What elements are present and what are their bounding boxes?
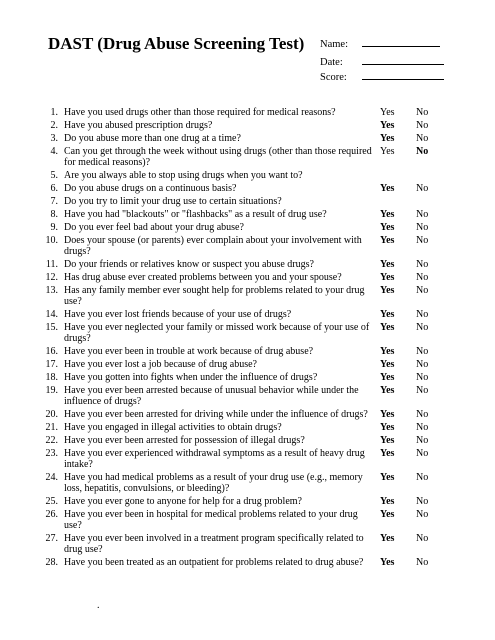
question-text: Have you ever experienced withdrawal symptoms as a result of heavy drug intake? [64, 448, 365, 470]
question-item [40, 435, 460, 446]
question-number: 17. [45, 359, 58, 370]
question-number: 28. [45, 557, 58, 568]
question-item [40, 372, 460, 383]
date-field-line[interactable] [362, 64, 444, 65]
question-item [40, 120, 460, 131]
answer-yes[interactable]: Yes [380, 346, 395, 357]
question-text: Have you ever been arrested for possession of illegal drugs? [64, 435, 305, 446]
question-number: 9. [50, 222, 58, 233]
answer-no[interactable]: No [416, 209, 429, 220]
score-field-line[interactable] [362, 79, 444, 80]
answer-yes[interactable]: Yes [380, 272, 395, 283]
answer-yes[interactable]: Yes [380, 183, 395, 194]
answer-yes[interactable]: Yes [380, 285, 395, 296]
answer-no[interactable]: No [416, 422, 429, 433]
answer-yes[interactable]: Yes [380, 533, 395, 544]
answer-no[interactable]: No [416, 272, 429, 283]
question-item [40, 385, 460, 407]
answer-no[interactable]: No [416, 120, 429, 131]
question-text: Have you had medical problems as a result of your drug use (e.g., memory loss, hepatitis, convulsions, or bleeding)? [64, 472, 363, 494]
question-number: 18. [45, 372, 58, 383]
question-number: 2. [50, 120, 58, 131]
question-item [40, 533, 460, 555]
question-number: 26. [45, 509, 58, 520]
question-text: Do you try to limit your drug use to certain situations? [64, 196, 282, 207]
answer-no[interactable]: No [416, 222, 429, 233]
answer-no[interactable]: No [416, 435, 429, 446]
question-item [40, 133, 460, 144]
question-item [40, 285, 460, 307]
question-number: 16. [45, 346, 58, 357]
name-label: Name: [320, 39, 348, 50]
answer-yes[interactable]: Yes [380, 309, 395, 320]
answer-yes[interactable]: Yes [380, 222, 395, 233]
question-item [40, 509, 460, 531]
question-number: 27. [45, 533, 58, 544]
question-item [40, 448, 460, 470]
question-number: 14. [45, 309, 58, 320]
question-item [40, 209, 460, 220]
question-item [40, 235, 460, 257]
answer-yes[interactable]: Yes [380, 409, 395, 420]
question-number: 23. [45, 448, 58, 459]
answer-no[interactable]: No [416, 235, 429, 246]
question-item [40, 272, 460, 283]
question-number: 12. [45, 272, 58, 283]
question-text: Have you ever been arrested because of unusual behavior while under the influence of drugs? [64, 385, 359, 407]
question-number: 10. [45, 235, 58, 246]
question-number: 6. [50, 183, 58, 194]
answer-yes[interactable]: Yes [380, 385, 395, 396]
question-item [40, 259, 460, 270]
question-text: Have you gotten into fights when under the influence of drugs? [64, 372, 318, 383]
question-text: Have you ever lost friends because of your use of drugs? [64, 309, 292, 320]
answer-yes[interactable]: Yes [380, 146, 395, 157]
answer-yes[interactable]: Yes [380, 322, 395, 333]
question-text: Have you ever neglected your family or missed work because of your use of drugs? [64, 322, 370, 344]
question-number: 4. [50, 146, 58, 157]
answer-no[interactable]: No [416, 346, 429, 357]
answer-no[interactable]: No [416, 372, 429, 383]
question-item [40, 107, 460, 118]
question-number: 22. [45, 435, 58, 446]
question-text: Has drug abuse ever created problems between you and your spouse? [64, 272, 342, 283]
answer-yes[interactable]: Yes [380, 120, 395, 131]
question-item [40, 183, 460, 194]
answer-no[interactable]: No [416, 183, 429, 194]
answer-yes[interactable]: Yes [380, 359, 395, 370]
answer-yes[interactable]: Yes [380, 209, 395, 220]
question-number: 8. [50, 209, 58, 220]
answer-yes[interactable]: Yes [380, 133, 395, 144]
question-text: Has any family member ever sought help for problems related to your drug use? [64, 285, 365, 307]
question-item [40, 422, 460, 433]
question-text: Have you ever lost a job because of drug abuse? [64, 359, 257, 370]
question-item [40, 322, 460, 344]
question-number: 25. [45, 496, 58, 507]
question-text: Do you abuse drugs on a continuous basis? [64, 183, 237, 194]
question-item [40, 146, 460, 168]
question-item [40, 222, 460, 233]
question-item [40, 309, 460, 320]
answer-no[interactable]: No [416, 146, 429, 157]
question-item [40, 170, 460, 181]
question-number: 13. [45, 285, 58, 296]
question-number: 19. [45, 385, 58, 396]
question-text: Have you had "blackouts" or "flashbacks" as a result of drug use? [64, 209, 327, 220]
question-text: Have you ever been in trouble at work because of drug abuse? [64, 346, 314, 357]
name-field-line[interactable] [362, 46, 440, 47]
question-number: 20. [45, 409, 58, 420]
answer-no[interactable]: No [416, 409, 429, 420]
answer-no[interactable]: No [416, 448, 429, 459]
score-label: Score: [320, 72, 347, 83]
question-number: 21. [45, 422, 58, 433]
answer-yes[interactable]: Yes [380, 496, 395, 507]
question-text: Have you been treated as an outpatient for problems related to drug abuse? [64, 557, 364, 568]
question-item [40, 196, 460, 207]
answer-no[interactable]: No [416, 259, 429, 270]
page-title: DAST (Drug Abuse Screening Test) [48, 34, 305, 53]
answer-no[interactable]: No [416, 309, 429, 320]
answer-yes[interactable]: Yes [380, 235, 395, 246]
answer-yes[interactable]: Yes [380, 422, 395, 433]
question-number: 3. [50, 133, 58, 144]
answer-no[interactable]: No [416, 472, 429, 483]
question-text: Have you abused prescription drugs? [64, 120, 213, 131]
question-text: Can you get through the week without using drugs (other than those required for medical reasons)? [64, 146, 372, 168]
answer-no[interactable]: No [416, 533, 429, 544]
answer-yes[interactable]: Yes [380, 107, 395, 118]
question-text: Have you used drugs other than those required for medical reasons? [64, 107, 336, 118]
question-text: Do you ever feel bad about your drug abuse? [64, 222, 244, 233]
question-text: Do you abuse more than one drug at a time? [64, 133, 241, 144]
question-text: Have you engaged in illegal activities to obtain drugs? [64, 422, 282, 433]
question-item [40, 472, 460, 494]
answer-yes[interactable]: Yes [380, 472, 395, 483]
answer-no[interactable]: No [416, 509, 429, 520]
answer-yes[interactable]: Yes [380, 372, 395, 383]
answer-no[interactable]: No [416, 385, 429, 396]
question-text: Does your spouse (or parents) ever complain about your involvement with drugs? [64, 235, 362, 257]
answer-no[interactable]: No [416, 133, 429, 144]
question-item [40, 409, 460, 420]
answer-no[interactable]: No [416, 107, 429, 118]
question-number: 11. [45, 259, 58, 270]
answer-yes[interactable]: Yes [380, 259, 395, 270]
question-number: 5. [50, 170, 58, 181]
question-text: Have you ever been arrested for driving while under the influence of drugs? [64, 409, 368, 420]
answer-no[interactable]: No [416, 285, 429, 296]
date-label: Date: [320, 57, 343, 68]
answer-yes[interactable]: Yes [380, 435, 395, 446]
question-item [40, 496, 460, 507]
question-number: 7. [50, 196, 58, 207]
answer-yes[interactable]: Yes [380, 448, 395, 459]
question-text: Have you ever been in hospital for medical problems related to your drug use? [64, 509, 358, 531]
question-item [40, 359, 460, 370]
answer-no[interactable]: No [416, 322, 429, 333]
question-item [40, 557, 460, 568]
answer-yes[interactable]: Yes [380, 509, 395, 520]
question-text: Have you ever been involved in a treatment program specifically related to drug use? [64, 533, 364, 555]
question-number: 15. [45, 322, 58, 333]
question-list [40, 107, 460, 570]
question-number: 1. [50, 107, 58, 118]
answer-no[interactable]: No [416, 496, 429, 507]
question-text: Are you always able to stop using drugs when you want to? [64, 170, 303, 181]
question-item [40, 346, 460, 357]
question-number: 24. [45, 472, 58, 483]
answer-no[interactable]: No [416, 557, 429, 568]
footer-mark: . [97, 600, 100, 611]
question-text: Have you ever gone to anyone for help for a drug problem? [64, 496, 302, 507]
answer-yes[interactable]: Yes [380, 557, 395, 568]
question-text: Do your friends or relatives know or suspect you abuse drugs? [64, 259, 314, 270]
answer-no[interactable]: No [416, 359, 429, 370]
